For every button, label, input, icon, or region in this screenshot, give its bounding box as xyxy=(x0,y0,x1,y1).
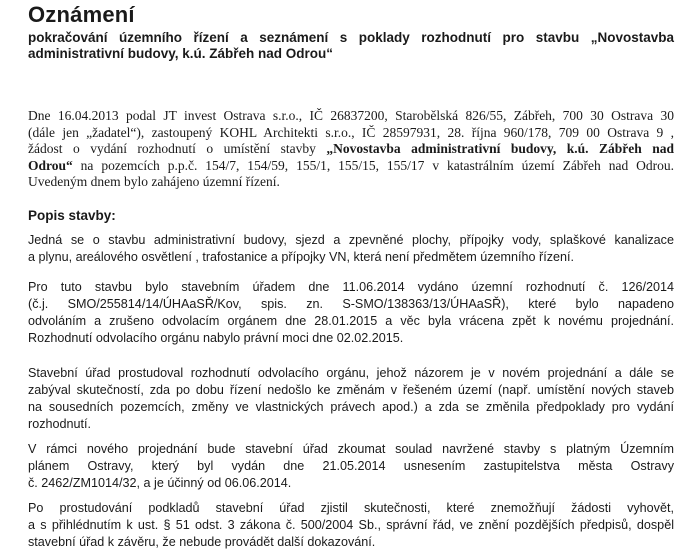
paragraph-line: zabýval skutečností, zda po dobu řízení nedošlo ke změnám v řešeném území (např. umístění nových staveb xyxy=(28,383,674,397)
paragraph-line: plánem Ostravy, který byl vydán dne 21.05.2014 usnesením zastupitelstva města Ostravy xyxy=(28,459,674,473)
description-paragraph-1 xyxy=(28,232,674,266)
paragraph-line: Stavební úřad prostudoval rozhodnutí odvolacího orgánu, jehož názorem je v novém projednání a dále se xyxy=(28,366,674,380)
project-name-bold: „Novostavba administrativní budovy, k.ú. Zábřeh nad xyxy=(326,141,674,157)
paragraph-line: stavební úřad k závěru, že nebude provádět další dokazování. xyxy=(28,535,376,549)
intro-line: Dne 16.04.2013 podal JT invest Ostrava s.r.o., IČ 26837200, Starobělská 826/55, Zábřeh, 700 30 Ostrava 30 xyxy=(28,108,674,123)
document-title: Oznámení xyxy=(28,2,135,27)
paragraph-line: V rámci nového projednání bude stavební úřad zkoumat soulad navržené stavby s platným Územním xyxy=(28,442,674,456)
paragraph-line: na sousedních pozemcích, změny ve vlastnických právech apod.) a zda se změnila předpoklady pro vydání xyxy=(28,400,674,414)
subtitle-line: administrativní budovy, k.ú. Zábřeh nad Odrou“ xyxy=(28,46,334,61)
intro-paragraph xyxy=(28,108,674,191)
description-paragraph-3 xyxy=(28,365,674,433)
intro-line: Uvedeným dnem bylo zahájeno územní řízení. xyxy=(28,174,280,190)
description-paragraph-5 xyxy=(28,500,674,551)
paragraph-line: Rozhodnutí odvolacího orgánu nabylo právní moci dne 02.02.2015. xyxy=(28,331,404,345)
intro-line xyxy=(28,158,674,175)
paragraph-line: Jedná se o stavbu administrativní budovy, sjezd a zpevněné plochy, přípojky vody, splaškové kanalizace xyxy=(28,233,674,247)
paragraph-line: Po prostudování podkladů stavební úřad zjistil skutečnosti, které znemožňují žádosti vyhovět, xyxy=(28,501,674,515)
project-name-bold: Odrou“ xyxy=(28,157,73,173)
intro-text: na pozemcích p.p.č. 154/7, 154/59, 155/1, 155/15, 155/17 v katastrálním území Zábřeh nad Odrou. xyxy=(72,157,674,173)
description-paragraph-4 xyxy=(28,441,674,492)
paragraph-line: odvoláním a zrušeno odvolacím orgánem dne 28.01.2015 a věc byla vrácena zpět k novému projednání. xyxy=(28,314,674,328)
intro-line: (dále jen „žadatel“), zastoupený KOHL Architekti s.r.o., IČ 28597931, 28. října 960/178, 709 00 Ostrava 9 , xyxy=(28,124,674,140)
paragraph-line: č. 2462/ZM1014/32, a je účinný od 06.06.2014. xyxy=(28,476,292,490)
subtitle-line: pokračování územního řízení a seznámení s poklady rozhodnutí pro stavbu „Novostavba xyxy=(28,30,674,45)
description-paragraph-2 xyxy=(28,279,674,347)
paragraph-line: a s přihlédnutím k ust. § 51 odst. 3 zákona č. 500/2004 Sb., správní řád, ve znění pozdějších předpisů, dospěl xyxy=(28,518,674,532)
paragraph-line: (č.j. SMO/255814/14/ÚHAaSŘ/Kov, spis. zn. S-SMO/138363/13/ÚHAaSŘ), které bylo napadeno xyxy=(28,297,674,311)
intro-text: žádost o vydání rozhodnutí o umístění stavby xyxy=(28,141,327,157)
paragraph-line: rozhodnutí. xyxy=(28,417,92,431)
section-heading: Popis stavby: xyxy=(28,208,116,223)
paragraph-line: Pro tuto stavbu bylo stavebním úřadem dne 11.06.2014 vydáno územní rozhodnutí č. 126/2014 xyxy=(28,280,674,294)
paragraph-line: a plynu, areálového osvětlení , trafostanice a přípojky VN, která není předmětem územního řízení. xyxy=(28,250,575,264)
document-subtitle xyxy=(28,30,674,62)
intro-line xyxy=(28,141,674,158)
